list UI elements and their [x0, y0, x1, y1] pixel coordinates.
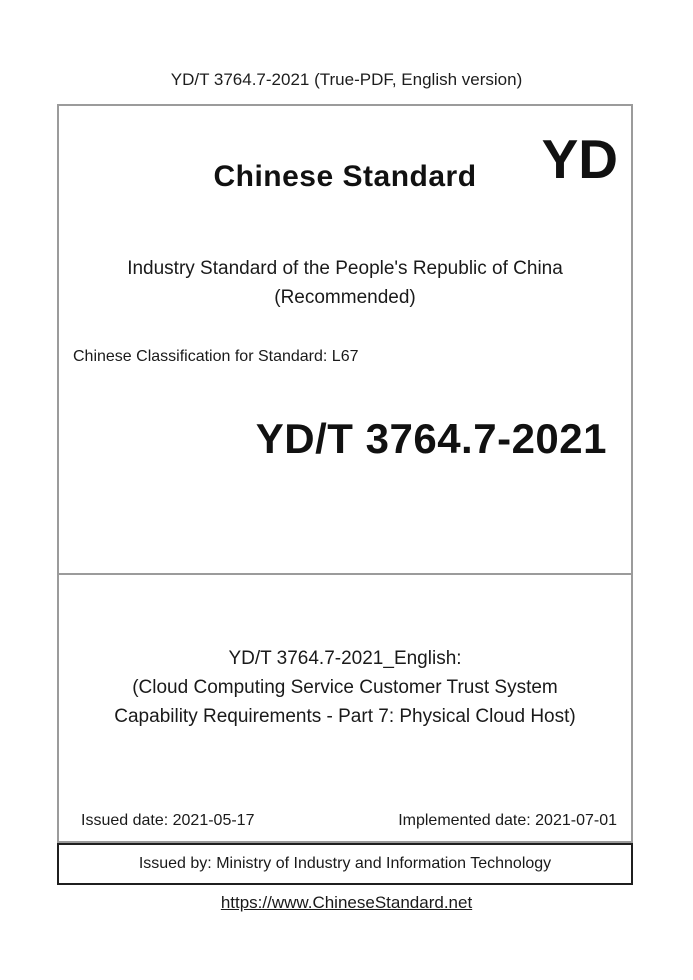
- dates-row: [81, 812, 617, 830]
- english-title-line: (Cloud Computing Service Customer Trust System: [132, 677, 558, 698]
- standard-type-line: Industry Standard of the People's Republic of China: [127, 258, 563, 279]
- issued-by-text: Issued by: Ministry of Industry and Information Technology: [138, 855, 552, 872]
- footer-website-link[interactable]: https://www.ChineseStandard.net: [220, 893, 473, 912]
- standard-type-recommended: (Recommended): [274, 287, 416, 308]
- standard-type-block: [59, 254, 631, 312]
- issued-date: Issued date: 2021-05-17: [81, 812, 255, 829]
- footer-link-row: [0, 893, 693, 913]
- cover-box: [57, 104, 633, 843]
- standard-number: YD/T 3764.7-2021: [255, 415, 607, 462]
- implemented-date: Implemented date: 2021-07-01: [398, 812, 617, 829]
- document-header-title: YD/T 3764.7-2021 (True-PDF, English version): [170, 70, 523, 89]
- english-title-line: YD/T 3764.7-2021_English:: [228, 648, 462, 669]
- brand-title: Chinese Standard: [213, 160, 477, 193]
- section-divider: [59, 573, 631, 575]
- classification-code: Chinese Classification for Standard: L67: [73, 348, 359, 365]
- brand-code-logo: YD: [541, 128, 618, 190]
- english-title-line: Capability Requirements - Part 7: Physical Cloud Host): [114, 706, 576, 727]
- english-title-block: [59, 644, 631, 731]
- issued-by-box: [57, 843, 633, 885]
